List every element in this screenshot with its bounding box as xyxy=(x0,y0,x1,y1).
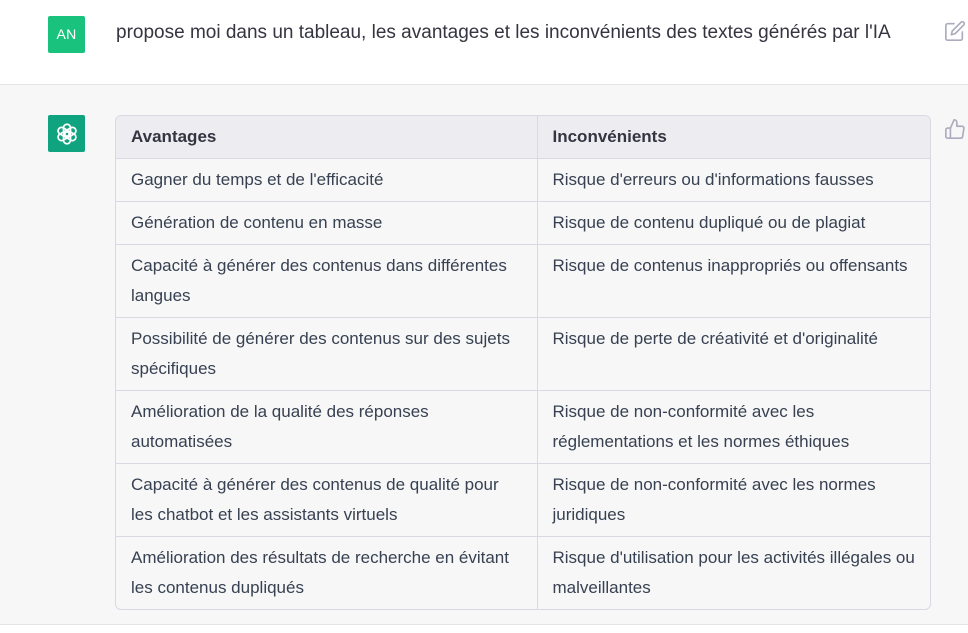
column-header-advantages: Avantages xyxy=(116,116,537,159)
table-cell: Risque de contenus inappropriés ou offensants xyxy=(537,245,930,318)
table xyxy=(116,116,930,609)
table-cell: Risque d'erreurs ou d'informations fausses xyxy=(537,159,930,202)
table-row xyxy=(116,391,930,464)
table-cell: Risque de non-conformité avec les normes juridiques xyxy=(537,464,930,537)
table-cell: Risque d'utilisation pour les activités illégales ou malveillantes xyxy=(552,548,915,597)
thumbs-up-icon[interactable] xyxy=(944,118,966,140)
table-cell: Risque de contenu dupliqué ou de plagiat xyxy=(537,202,930,245)
user-message-row xyxy=(0,0,968,85)
table-cell: Amélioration de la qualité des réponses automatisées xyxy=(116,391,537,464)
table-row xyxy=(116,464,930,537)
user-avatar: AN xyxy=(48,16,85,53)
edit-icon[interactable] xyxy=(944,20,966,42)
table-row xyxy=(116,318,930,391)
assistant-message-row xyxy=(0,85,968,625)
table-cell: Risque de perte de créativité et d'originalité xyxy=(537,318,930,391)
table-cell: Capacité à générer des contenus dans différentes langues xyxy=(116,245,537,318)
table-cell: Capacité à générer des contenus de qualité pour les chatbot et les assistants virtuels xyxy=(116,464,537,537)
openai-logo-icon xyxy=(54,121,80,147)
table-row xyxy=(116,245,930,318)
assistant-avatar xyxy=(48,115,85,152)
table-header-row xyxy=(116,116,930,159)
table-cell: Risque de non-conformité avec les réglementations et les normes éthiques xyxy=(537,391,930,464)
table-cell: Amélioration des résultats de recherche en évitant les contenus dupliqués xyxy=(116,537,537,610)
table-cell: Possibilité de générer des contenus sur des sujets spécifiques xyxy=(116,318,537,391)
column-header-disadvantages: Inconvénients xyxy=(537,116,930,159)
table-row xyxy=(116,537,930,610)
table-row xyxy=(116,159,930,202)
user-message-text: propose moi dans un tableau, les avantages et les inconvénients des textes générés par l'IA xyxy=(116,22,891,43)
table-cell: Génération de contenu en masse xyxy=(116,202,537,245)
table-cell: Gagner du temps et de l'efficacité xyxy=(116,159,537,202)
table-row xyxy=(116,202,930,245)
advantages-table xyxy=(115,115,931,610)
